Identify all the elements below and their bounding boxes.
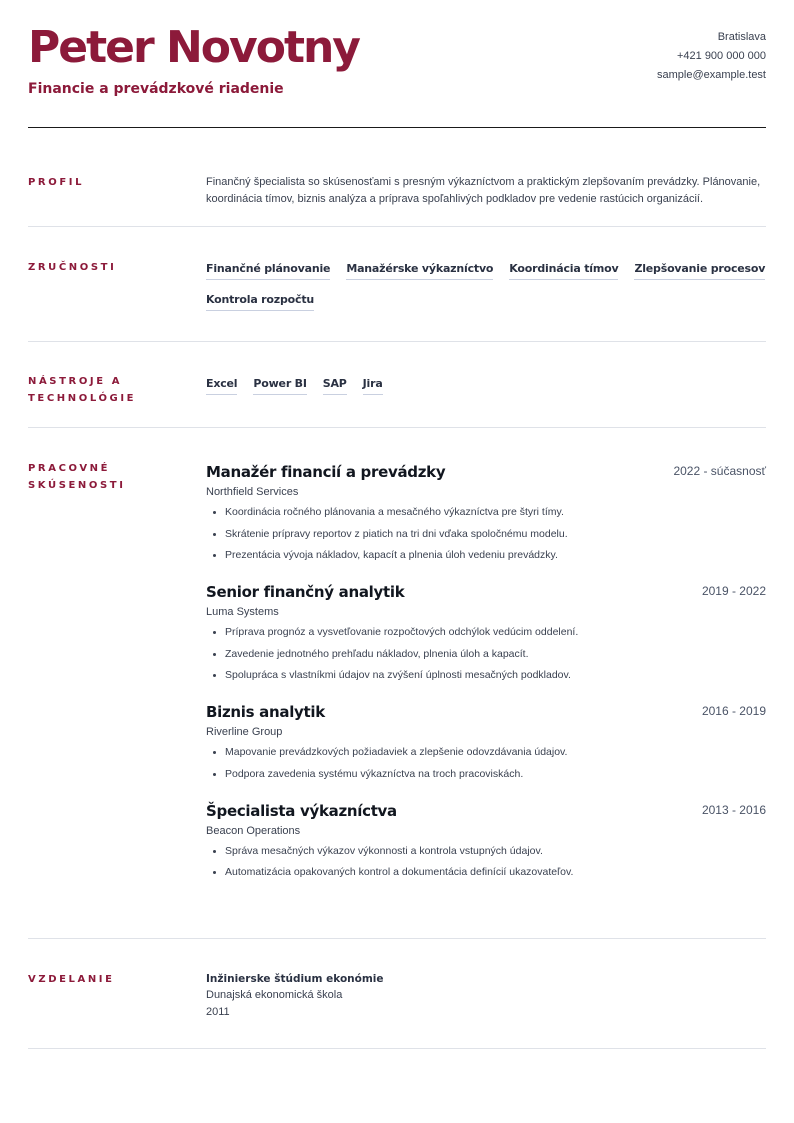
job-company: Beacon Operations [206,824,301,837]
job-dates: 2013 - 2016 [701,802,766,817]
skill-chip: Finančné plánovanie [206,262,330,280]
job-bullet: • Skrátenie prípravy reportov z piatich na tri dni vďaka spoločnému modelu. [225,527,766,542]
section-label-profile: PROFIL [28,177,85,188]
resume-page [28,0,766,1049]
job-bullet: • Mapovanie prevádzkových požiadaviek a zlepšenie odovzdávania údajov. [225,745,766,760]
job-entry [206,801,766,881]
job-dates: 2019 - 2022 [701,584,766,598]
job-company: Riverline Group [206,726,283,738]
candidate-name: Peter Novotny [28,22,359,73]
skill-chip: Manažérske výkazníctvo [346,262,493,280]
tool-chip: Power BI [253,377,306,395]
skill-chip: Zlepšovanie procesov [634,262,765,280]
tool-chip: Jira [363,377,383,395]
job-title: Manažér financií a prevádzky [206,463,446,481]
job-bullet: • Zavedenie jednotného prehľadu nákladov, plnenia úloh a kapacít. [225,647,766,662]
education-degree: Inžinierske štúdium ekonómie [206,973,384,985]
tools-list [206,377,766,395]
job-entry [206,462,766,563]
section-label-education: VZDELANIE [28,974,115,985]
contact-block [657,28,766,85]
education-content [206,971,766,1021]
contact-city: Bratislava [717,31,766,43]
job-title: Senior finančný analytik [206,583,405,601]
section-label-skills: ZRUČNOSTI [28,262,117,273]
experience-section [28,428,766,939]
tool-chip: Excel [206,377,237,395]
section-label-tools: NÁSTROJE A TECHNOLÓGIE [28,376,137,404]
job-bullets [206,844,766,881]
job-dates: 2022 - súčasnosť [673,464,766,478]
job-company: Northfield Services [206,486,299,498]
profile-text: Finančný špecialista so skúsenosťami s presným výkazníctvom a praktickým zlepšovaním prevádzky. Plánovanie, koordinácia tímov, biznis analýza a príprava spoľahlivých podkladov pre vedenie rastúcich organizácií. [206,176,761,205]
candidate-headline: Financie a prevádzkové riadenie [28,81,284,97]
job-entry [206,582,766,683]
education-year: 2011 [206,1006,230,1018]
job-bullet: • Spolupráca s vlastníkmi údajov na zvýšení úplnosti mesačných podkladov. [225,668,766,683]
skill-chip: Kontrola rozpočtu [206,293,314,311]
contact-phone: +421 900 000 000 [676,50,766,62]
job-bullet: • Koordinácia ročného plánovania a mesačného výkazníctva pre štyri tímy. [225,505,766,520]
job-bullet: • Príprava prognóz a vysvetľovanie rozpočtových odchýlok vedúcim oddelení. [225,625,766,640]
resume-header [28,0,766,128]
job-dates: 2016 - 2019 [701,704,766,718]
tools-content [206,377,766,395]
tool-chip: SAP [323,377,347,395]
job-bullet: • Prezentácia vývoja nákladov, kapacít a plnenia úloh vedeniu prevádzky. [225,548,766,563]
education-school: Dunajská ekonomická škola [206,989,343,1001]
job-entry [206,702,766,782]
job-bullet: • Automatizácia opakovaných kontrol a dokumentácia definícií ukazovateľov. [225,865,766,880]
job-bullets [206,745,766,782]
job-company: Luma Systems [206,606,279,618]
job-title: Špecialista výkazníctva [206,801,397,820]
profile-section [28,128,766,227]
skills-list [206,262,766,311]
job-bullet: • Podpora zavedenia systému výkazníctva na troch pracoviskách. [225,767,766,782]
job-bullets [206,505,766,563]
experience-content [206,462,766,899]
section-label-experience: PRACOVNÉ SKÚSENOSTI [28,463,126,491]
skill-chip: Koordinácia tímov [509,262,618,280]
tools-section [28,342,766,428]
job-bullets [206,625,766,683]
skills-content [206,262,766,311]
contact-email: sample@example.test [657,69,766,81]
education-section [28,939,766,1049]
profile-content [206,174,766,208]
job-bullet: • Správa mesačných výkazov výkonnosti a kontrola vstupných údajov. [225,844,766,859]
skills-section [28,227,766,342]
job-title: Biznis analytik [206,703,325,721]
